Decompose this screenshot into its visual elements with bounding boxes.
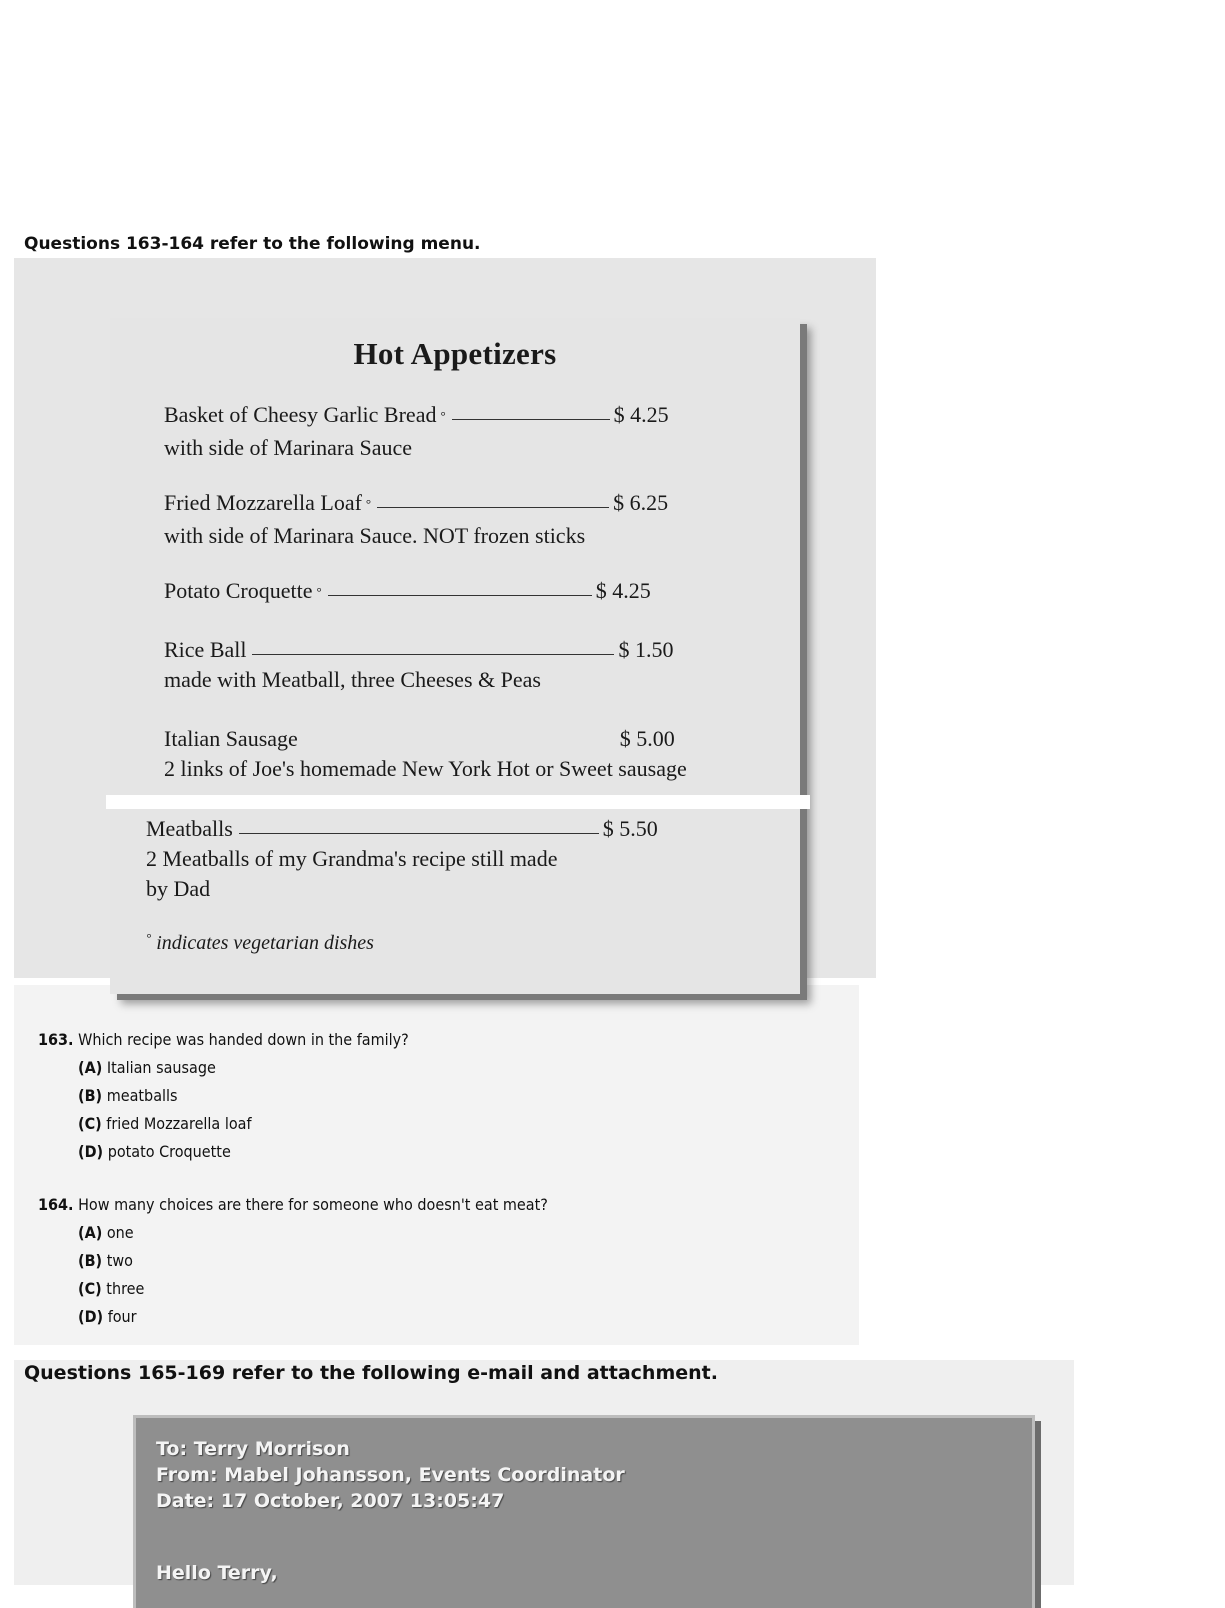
item-name: Italian Sausage (164, 726, 298, 751)
email-card (136, 1418, 1032, 1608)
option-letter: (B) (78, 1251, 103, 1270)
item-description-continued: by Dad (146, 876, 211, 901)
email-greeting: Hello Terry, (156, 1562, 278, 1584)
item-description: made with Meatball, three Cheeses & Peas (164, 667, 541, 692)
option-text: meatballs (106, 1086, 178, 1105)
leader-line (304, 742, 616, 744)
menu-item (164, 635, 784, 695)
item-name: Fried Mozzarella Loaf (164, 490, 362, 515)
item-price: $ 4.25 (595, 578, 651, 603)
answer-option[interactable] (78, 1058, 409, 1077)
question-text: Which recipe was handed down in the family? (78, 1030, 409, 1049)
answer-option[interactable] (78, 1279, 548, 1298)
item-description: with side of Marinara Sauce. NOT frozen sticks (164, 523, 586, 548)
email-to: To: Terry Morrison (156, 1438, 350, 1460)
answer-option[interactable] (78, 1307, 548, 1326)
item-name: Potato Croquette (164, 578, 313, 603)
menu-item (164, 400, 784, 463)
option-text: potato Croquette (107, 1142, 231, 1161)
option-letter: (A) (78, 1058, 103, 1077)
option-text: one (106, 1223, 134, 1242)
leader-line (452, 418, 610, 420)
item-price: $ 5.00 (619, 726, 675, 751)
vegetarian-mark: ° (365, 496, 372, 511)
menu-item (146, 814, 766, 904)
item-name: Basket of Cheesy Garlic Bread (164, 402, 437, 427)
leader-line (328, 594, 592, 596)
question-text: How many choices are there for someone who doesn't eat meat? (78, 1195, 548, 1214)
option-letter: (A) (78, 1223, 103, 1242)
answer-option[interactable] (78, 1086, 409, 1105)
vegetarian-mark: ° (440, 408, 446, 423)
answer-option[interactable] (78, 1251, 548, 1270)
menu-title: Hot Appetizers (353, 336, 557, 371)
item-description: 2 links of Joe's homemade New York Hot or Sweet sausage (164, 756, 687, 781)
option-text: Italian sausage (106, 1058, 216, 1077)
menu-item (164, 576, 784, 609)
option-letter: (B) (78, 1086, 103, 1105)
option-text: two (106, 1251, 133, 1270)
item-description: 2 Meatballs of my Grandma's recipe still made (146, 846, 558, 871)
option-letter: (D) (78, 1142, 104, 1161)
answer-option[interactable] (78, 1114, 409, 1133)
option-letter: (C) (78, 1114, 102, 1133)
email-questions-header: Questions 165-169 refer to the following e-mail and attachment. (24, 1362, 718, 1384)
item-price: $ 1.50 (618, 637, 674, 662)
leader-line (252, 653, 614, 655)
question-number: 164. (38, 1195, 74, 1214)
item-price: $ 5.50 (602, 816, 658, 841)
menu-questions-header: Questions 163-164 refer to the following menu. (24, 234, 481, 254)
vegetarian-mark: ° (146, 930, 152, 945)
vegetarian-mark: ° (316, 584, 322, 599)
option-text: three (106, 1279, 145, 1298)
menu-item (164, 724, 784, 784)
footnote-text: indicates vegetarian dishes (156, 932, 374, 954)
option-text: four (107, 1307, 137, 1326)
question-164 (38, 1195, 548, 1326)
item-name: Rice Ball (164, 637, 247, 662)
item-price: $ 4.25 (613, 402, 669, 427)
item-description: with side of Marinara Sauce (164, 435, 413, 460)
option-letter: (D) (78, 1307, 104, 1326)
menu-card (110, 318, 800, 994)
option-letter: (C) (78, 1279, 102, 1298)
item-name: Meatballs (146, 816, 233, 841)
leader-line (377, 506, 609, 508)
option-text: fried Mozzarella loaf (106, 1114, 252, 1133)
email-date: Date: 17 October, 2007 13:05:47 (156, 1490, 505, 1512)
answer-option[interactable] (78, 1142, 409, 1161)
scan-split (106, 795, 810, 809)
question-number: 163. (38, 1030, 74, 1049)
answer-option[interactable] (78, 1223, 548, 1242)
question-163 (38, 1030, 409, 1161)
menu-footnote (146, 932, 374, 955)
leader-line (239, 832, 599, 834)
item-price: $ 6.25 (613, 490, 669, 515)
email-from: From: Mabel Johansson, Events Coordinator (156, 1464, 625, 1486)
menu-item (164, 488, 784, 551)
